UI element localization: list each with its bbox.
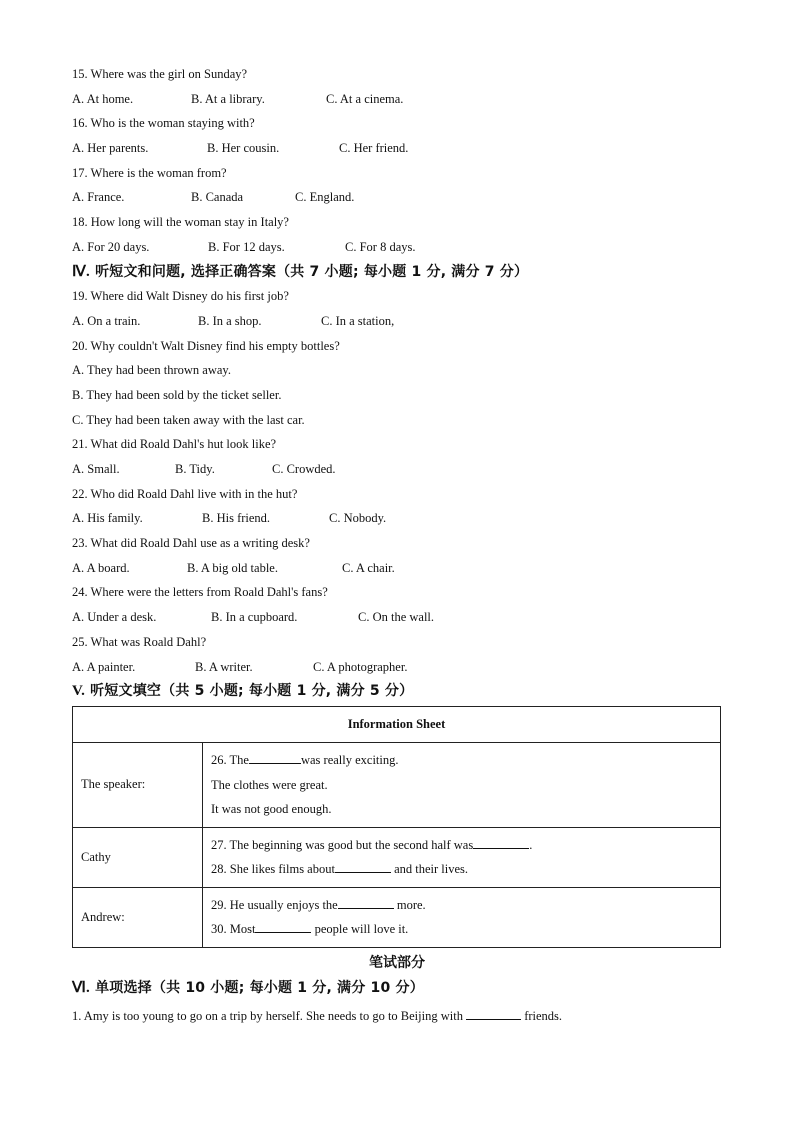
options-18 [72, 235, 722, 260]
option-a: A. Her parents. [72, 141, 149, 156]
table-row [73, 887, 721, 947]
table-row [73, 742, 721, 827]
options-24 [72, 605, 722, 630]
line-text: 30. Most [211, 922, 256, 937]
option-b: B. In a shop. [198, 313, 262, 328]
options-19 [72, 309, 722, 334]
blank-line-27 [211, 833, 712, 858]
line-text: more. [393, 897, 426, 912]
option-b: B. At a library. [191, 91, 265, 106]
question-text: 16. Who is the woman staying with? [72, 116, 255, 131]
options-22 [72, 506, 722, 531]
question-text: 23. What did Roald Dahl use as a writing desk? [72, 536, 310, 551]
question-16 [72, 111, 722, 136]
information-sheet-table [72, 706, 721, 948]
question-19 [72, 284, 722, 309]
option-a: A. At home. [72, 91, 134, 106]
options-15 [72, 87, 722, 112]
option-b: B. A big old table. [187, 560, 278, 575]
line-text: people will love it. [311, 922, 409, 937]
option-a: A. France. [72, 190, 125, 205]
option-c: C. On the wall. [358, 610, 435, 625]
question-22 [72, 482, 722, 507]
option-b: B. Tidy. [175, 462, 215, 476]
option-b: B. His friend. [202, 511, 271, 526]
row-content [203, 742, 721, 827]
row-content [203, 887, 721, 947]
option-b: B. For 12 days. [208, 239, 285, 254]
option-a: A. For 20 days. [72, 239, 150, 254]
line-text: 28. She likes films about [211, 862, 335, 877]
options-25 [72, 655, 722, 680]
answer-blank[interactable] [466, 1006, 521, 1020]
options-23 [72, 556, 722, 581]
option-c: C. For 8 days. [345, 239, 416, 254]
section-5-heading [72, 679, 722, 704]
line-text: . [529, 837, 533, 852]
question-text: 18. How long will the woman stay in Italy? [72, 215, 289, 230]
question-text: 25. What was Roald Dahl? [72, 634, 207, 649]
option-c: C. They had been taken away with the last car. [72, 412, 305, 427]
question-text: 21. What did Roald Dahl's hut look like? [72, 437, 277, 452]
line-text: 26. The [211, 752, 249, 767]
question-text: 24. Where were the letters from Roald Dahl's fans? [72, 585, 328, 600]
content-line: It was not good enough. [211, 802, 332, 817]
option-a: A. A painter. [72, 659, 136, 674]
section-title: 听短文填空（共 5 小题; 每小题 1 分, 满分 5 分） [85, 683, 414, 700]
exam-page [72, 62, 722, 1028]
option-a: A. On a train. [72, 313, 141, 328]
question-text: 1. Amy is too young to go on a trip by herself. She needs to go to Beijing with [72, 1008, 467, 1023]
option-b: B. They had been sold by the ticket seller. [72, 387, 282, 402]
option-b: B. Her cousin. [207, 141, 280, 156]
option-a: A. Small. [72, 462, 120, 476]
line-text: and their lives. [390, 862, 469, 877]
option-a: A. A board. [72, 560, 130, 575]
answer-blank[interactable] [335, 859, 391, 873]
option-20-a [72, 358, 722, 383]
question-text: friends. [521, 1008, 563, 1023]
question-15 [72, 62, 722, 87]
question-24 [72, 580, 722, 605]
table-title: Information Sheet [73, 706, 721, 742]
option-20-c [72, 408, 722, 433]
answer-blank[interactable] [338, 895, 394, 909]
option-c: C. England. [295, 190, 355, 205]
option-c: C. A photographer. [313, 659, 408, 674]
table-row [73, 827, 721, 887]
content-line: The clothes were great. [211, 777, 328, 792]
option-c: C. A chair. [342, 560, 395, 575]
option-a: A. His family. [72, 511, 143, 526]
options-17 [72, 185, 722, 210]
blank-line-29 [211, 893, 712, 918]
question-25 [72, 630, 722, 655]
question-text: 17. Where is the woman from? [72, 165, 227, 180]
question-21 [72, 432, 722, 457]
question-text: 15. Where was the girl on Sunday? [72, 67, 248, 81]
question-text: 19. Where did Walt Disney do his first job? [72, 289, 289, 304]
option-c: C. Her friend. [339, 141, 409, 156]
option-c: C. Nobody. [329, 511, 387, 526]
option-b: B. In a cupboard. [211, 610, 298, 625]
section-6-heading [72, 976, 722, 1001]
question-20 [72, 334, 722, 359]
blank-line-26 [211, 748, 712, 773]
option-20-b [72, 383, 722, 408]
written-part-title: 笔试部分 [369, 954, 425, 971]
options-21 [72, 457, 722, 482]
section-numeral: Ⅵ. [72, 979, 90, 996]
row-label: Andrew: [73, 887, 203, 947]
row-label: The speaker: [73, 742, 203, 827]
question-18 [72, 210, 722, 235]
options-16 [72, 136, 722, 161]
row-label: Cathy [73, 827, 203, 887]
question-text: 20. Why couldn't Walt Disney find his empty bottles? [72, 338, 340, 353]
question-text: 22. Who did Roald Dahl live with in the hut? [72, 486, 298, 501]
table-header-row [73, 706, 721, 742]
question-1 [72, 1004, 722, 1029]
blank-line-28 [211, 857, 712, 882]
option-b: B. Canada [191, 190, 244, 205]
question-23 [72, 531, 722, 556]
row-content [203, 827, 721, 887]
answer-blank[interactable] [473, 835, 529, 849]
section-4-heading [72, 260, 722, 285]
line-text: 29. He usually enjoys the [211, 897, 338, 912]
option-c: C. At a cinema. [326, 91, 404, 106]
line-text: was really exciting. [300, 752, 399, 767]
option-c: C. Crowded. [272, 462, 336, 476]
option-b: B. A writer. [195, 659, 253, 674]
section-title: 单项选择（共 10 小题; 每小题 1 分, 满分 10 分） [90, 979, 424, 996]
option-a: A. They had been thrown away. [72, 363, 231, 378]
question-17 [72, 161, 722, 186]
blank-line-30 [211, 917, 712, 942]
answer-blank[interactable] [255, 919, 311, 933]
section-numeral: V. [72, 683, 86, 700]
answer-blank[interactable] [249, 750, 301, 764]
section-title: 听短文和问题, 选择正确答案（共 7 小题; 每小题 1 分, 满分 7 分） [90, 263, 529, 280]
section-numeral: Ⅳ. [72, 263, 90, 280]
option-a: A. Under a desk. [72, 610, 157, 625]
line-text: 27. The beginning was good but the second half was [211, 837, 474, 852]
option-c: C. In a station, [321, 313, 395, 328]
